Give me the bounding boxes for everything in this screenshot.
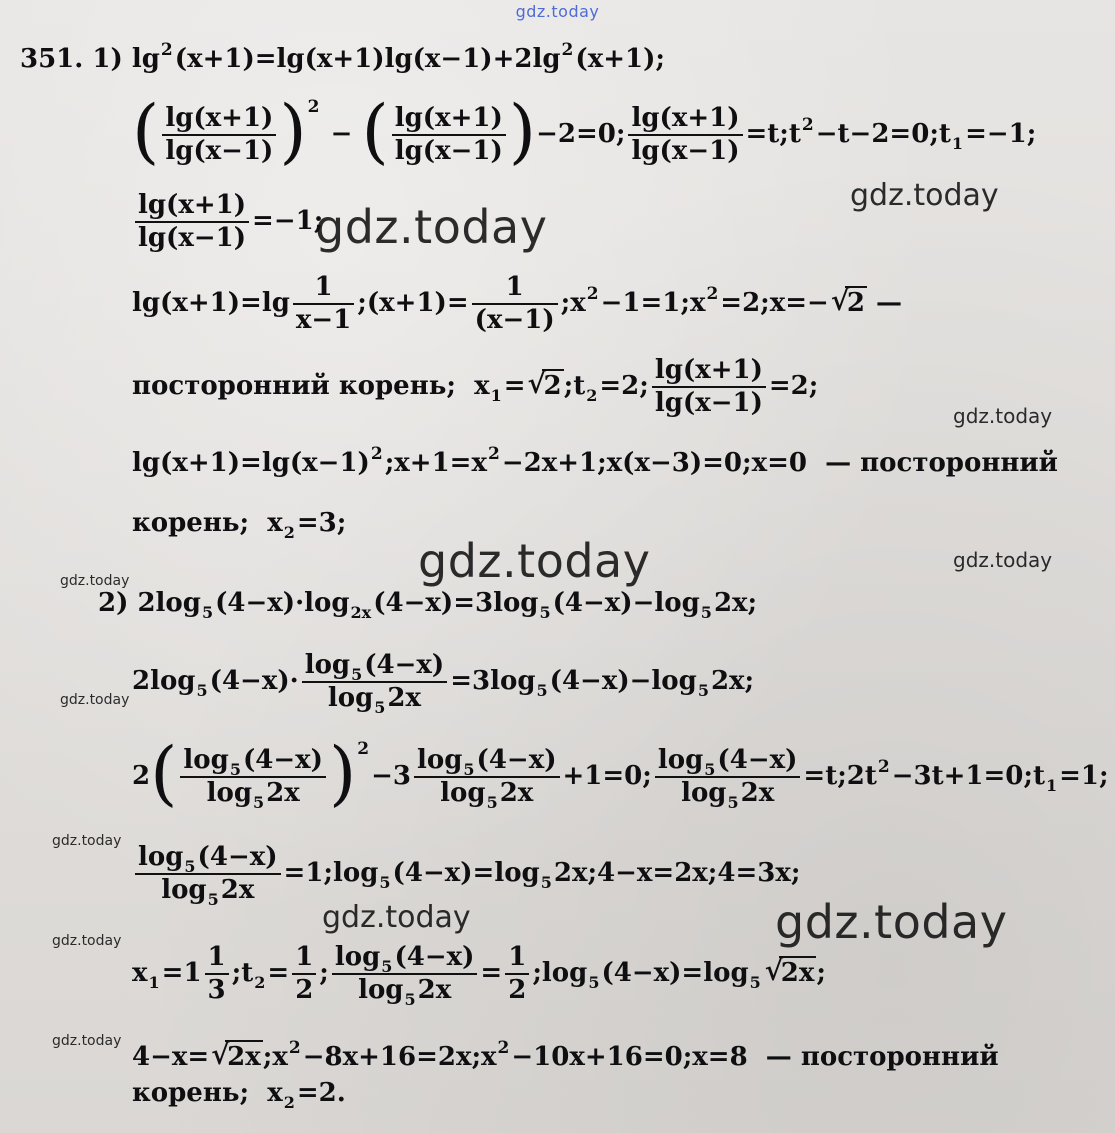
- superscript: 2: [357, 739, 370, 759]
- text: −2x+1;x(x−3)=0;x=0 — посторонний: [501, 448, 1058, 478]
- superscript: 2: [586, 284, 599, 305]
- square-root: √ 2x: [211, 1040, 263, 1073]
- superscript: 2: [370, 444, 383, 464]
- top-watermark: gdz.today: [515, 2, 600, 21]
- text: 4−x=: [132, 1042, 210, 1072]
- fraction: $\frac{\log_5(4-x)}{\log_52x}$: [302, 650, 448, 714]
- text: =2;: [768, 371, 819, 402]
- fraction: $\frac{\lg(x+1)}{\lg(x-1)}$: [162, 103, 276, 167]
- subscript: 2x: [350, 603, 372, 622]
- equation-line: [132, 508, 1115, 542]
- superscript: 2: [561, 40, 574, 60]
- equation-line: [132, 1078, 1115, 1112]
- fraction: $\frac{\lg(x+1)}{\lg(x-1)}$: [652, 355, 766, 419]
- watermark: gdz.today: [418, 534, 651, 588]
- superscript: 2: [497, 1038, 510, 1058]
- equation-line: [132, 1040, 1115, 1073]
- text: (4−x)=log: [392, 858, 540, 889]
- subscript: 5: [749, 973, 761, 993]
- text: (4−x)−log: [552, 588, 700, 618]
- fraction: $\frac{\lg(x+1)}{\lg(x-1)}$: [628, 103, 742, 167]
- subscript: 5: [697, 681, 709, 701]
- text: (4−x)·: [209, 666, 299, 697]
- equation-line: [132, 355, 1115, 419]
- text: =: [267, 958, 290, 989]
- equation-line: [132, 90, 1115, 172]
- equation-line: [20, 40, 1115, 75]
- subscript: 5: [539, 603, 551, 622]
- superscript: 2: [877, 757, 890, 777]
- text: ;x: [262, 1042, 288, 1072]
- text: 2log: [132, 666, 196, 697]
- text: =2;x=−: [720, 288, 829, 319]
- square-root: √ 2: [831, 286, 867, 319]
- fraction: $\frac{1}{x-1}$: [293, 272, 354, 336]
- text: ;: [816, 958, 826, 989]
- subscript: 5: [379, 873, 391, 893]
- text: −t−2=0;t: [815, 119, 951, 149]
- part-label: 2): [98, 588, 129, 618]
- subscript: 1: [951, 134, 964, 153]
- fraction: $\frac{\log_5(4-x)}{\log_52x}$: [135, 842, 281, 906]
- subscript: 1: [148, 973, 160, 993]
- watermark: gdz.today: [60, 692, 130, 708]
- equation-line: [132, 190, 1115, 254]
- superscript: 2: [487, 444, 500, 464]
- text: =t;2t: [803, 761, 877, 791]
- part-label: 1): [92, 44, 123, 74]
- equation-line: [132, 272, 1115, 336]
- text: —: [866, 288, 902, 319]
- subscript: 2: [586, 386, 598, 406]
- fraction: $\frac{\log_5(4-x)}{\log_52x}$: [655, 745, 801, 809]
- superscript: 2: [307, 97, 320, 117]
- text: 2x;: [710, 666, 755, 697]
- text: lg(x+1)=lg(x−1): [132, 448, 370, 478]
- text: (4−x)−log: [549, 666, 697, 697]
- subscript: 5: [588, 973, 600, 993]
- subscript: 2: [283, 523, 295, 542]
- text: 2: [132, 761, 151, 791]
- text: =2.: [296, 1078, 346, 1108]
- text: ;t: [563, 371, 586, 402]
- text: x: [132, 958, 148, 989]
- superscript: 2: [706, 284, 719, 305]
- watermark: gdz.today: [315, 200, 548, 254]
- problem-number: 351.: [20, 44, 84, 74]
- fraction: $\frac{1}{(x-1)}$: [472, 272, 558, 336]
- text: корень; x: [132, 1078, 283, 1108]
- text: −3t+1=0;t: [891, 761, 1045, 791]
- text: =3;: [296, 508, 347, 538]
- text: =t;t: [745, 119, 801, 149]
- text: посторонний корень; x: [132, 371, 490, 402]
- watermark: gdz.today: [322, 900, 471, 935]
- text: (4−x)=log: [601, 958, 749, 989]
- watermark: gdz.today: [60, 573, 130, 589]
- subscript: 2: [254, 973, 266, 993]
- equation-line: [132, 732, 1115, 814]
- subscript: 5: [700, 603, 712, 622]
- watermark: gdz.today: [775, 895, 1008, 949]
- fraction: $\frac{1}{2}$: [292, 942, 316, 1006]
- text: =1;: [1059, 761, 1109, 791]
- equation-line: [132, 650, 1115, 718]
- fraction: $\frac{\log_5(4-x)}{\log_52x}$: [180, 745, 326, 809]
- paren-right: ): [508, 90, 537, 172]
- subscript: 5: [196, 681, 208, 701]
- watermark: gdz.today: [953, 548, 1053, 572]
- paren-right: ): [279, 90, 307, 172]
- watermark: gdz.today: [850, 178, 999, 213]
- subscript: 5: [536, 681, 548, 701]
- subscript: 5: [540, 873, 552, 893]
- text: −: [330, 119, 353, 149]
- text: 2log: [137, 588, 201, 618]
- paren-right: ): [328, 732, 357, 814]
- fraction: $\frac{\lg(x+1)}{\lg(x-1)}$: [392, 103, 506, 167]
- text: =: [480, 958, 503, 989]
- watermark: gdz.today: [953, 404, 1053, 428]
- subscript: 2: [283, 1093, 295, 1112]
- text: (4−x)·log: [215, 588, 350, 618]
- text: (4−x)=3log: [373, 588, 539, 618]
- text: ;t: [231, 958, 254, 989]
- paren-left: (: [150, 732, 178, 814]
- text: =−1;: [252, 206, 324, 237]
- fraction: $\frac{\log_5(4-x)}{\log_52x}$: [332, 942, 478, 1006]
- equation-line: [132, 942, 1115, 1010]
- text: ;x: [560, 288, 586, 319]
- square-root: √ 2x: [765, 956, 817, 989]
- superscript: 2: [801, 115, 814, 135]
- text: =1: [161, 958, 202, 989]
- text: =2;: [599, 371, 649, 402]
- text: =3log: [450, 666, 536, 697]
- text: −1=1;x: [600, 288, 706, 319]
- paren-left: (: [361, 90, 389, 172]
- superscript: 2: [160, 40, 173, 60]
- fraction: $\frac{\lg(x+1)}{\lg(x-1)}$: [135, 190, 249, 254]
- paren-left: (: [132, 90, 160, 172]
- subscript: 5: [201, 603, 214, 622]
- text: (x+1);: [575, 44, 665, 74]
- square-root: √ 2: [528, 369, 564, 402]
- text: −10x+16=0;x=8 — посторонний: [511, 1042, 999, 1072]
- text: 2x;4−x=2x;4=3x;: [553, 858, 801, 889]
- text: +1=0;: [562, 761, 652, 791]
- watermark: gdz.today: [52, 1033, 122, 1049]
- text: =1;log: [283, 858, 379, 889]
- fraction: $\frac{\log_5(4-x)}{\log_52x}$: [414, 745, 560, 809]
- fraction: $\frac{1}{3}$: [205, 942, 229, 1006]
- watermark: gdz.today: [52, 833, 122, 849]
- text: lg: [131, 44, 160, 74]
- subscript: 1: [1046, 776, 1058, 795]
- text: −3: [371, 761, 411, 791]
- text: корень; x: [132, 508, 283, 538]
- fraction: $\frac{1}{2}$: [505, 942, 529, 1006]
- text: lg(x+1)=lg: [132, 288, 290, 319]
- watermark: gdz.today: [52, 933, 122, 949]
- equation-line: [132, 842, 1115, 910]
- text: ;log: [532, 958, 588, 989]
- text: −8x+16=2x;x: [302, 1042, 497, 1072]
- text: 2x;: [713, 588, 758, 618]
- subscript: 1: [490, 386, 502, 406]
- text: ;(x+1)=: [357, 288, 469, 319]
- superscript: 2: [288, 1038, 301, 1058]
- text: =: [503, 371, 526, 402]
- equation-line: [98, 588, 1115, 622]
- text: (x+1)=lg(x+1)lg(x−1)+2lg: [174, 44, 561, 74]
- text: −2=0;: [536, 119, 626, 149]
- text: ;: [319, 958, 329, 989]
- text: ;x+1=x: [384, 448, 487, 478]
- equation-line: [132, 444, 1115, 479]
- text: =−1;: [965, 119, 1037, 149]
